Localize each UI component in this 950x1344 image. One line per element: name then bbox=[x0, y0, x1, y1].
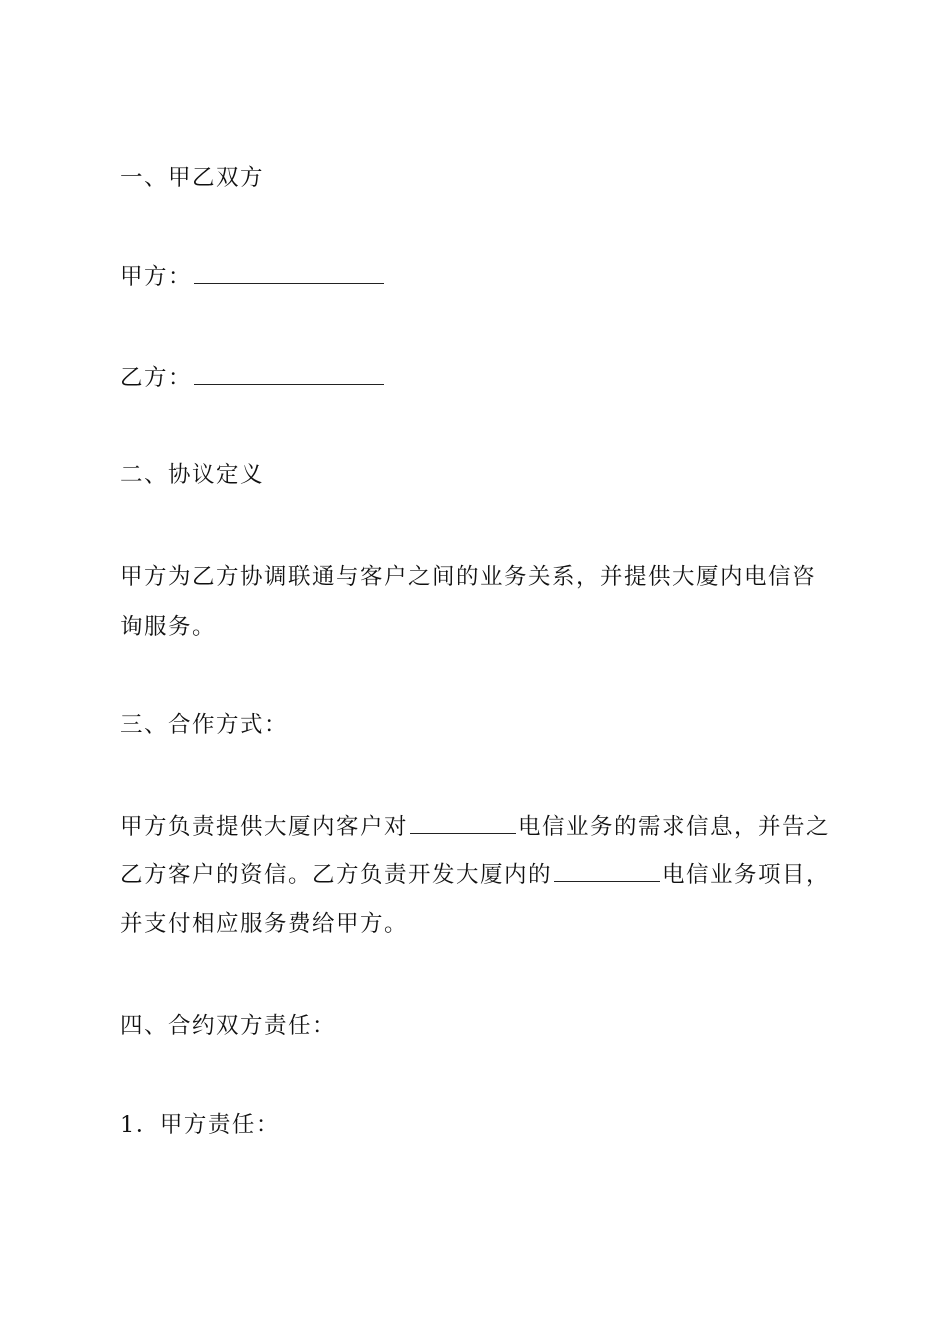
party-b-row bbox=[120, 364, 840, 392]
party-b-label: 乙方： bbox=[120, 365, 193, 391]
section-heading-cooperation: 三、合作方式： bbox=[120, 712, 289, 738]
section-heading-definition: 二、协议定义 bbox=[120, 462, 265, 488]
party-a-label: 甲方： bbox=[120, 264, 193, 290]
item-party-a-responsibility: 1．甲方责任： bbox=[120, 1112, 280, 1138]
section-heading-responsibilities: 四、合约双方责任： bbox=[120, 1013, 337, 1039]
cooperation-line-2-pre: 乙方客户的资信。乙方负责开发大厦内的 bbox=[120, 862, 553, 888]
definition-line-1: 甲方为乙方协调联通与客户之间的业务关系，并提供大厦内电信咨 bbox=[120, 564, 817, 590]
cooperation-line-1 bbox=[120, 813, 840, 841]
cooperation-line-2-post: 电信业务项目， bbox=[662, 862, 831, 888]
cooperation-line-1-pre: 甲方负责提供大厦内客户对 bbox=[120, 814, 409, 840]
service-blank-1[interactable] bbox=[410, 813, 516, 834]
party-a-blank[interactable] bbox=[194, 263, 384, 284]
party-a-row bbox=[120, 263, 840, 291]
section-heading-parties: 一、甲乙双方 bbox=[120, 165, 265, 191]
definition-line-2: 询服务。 bbox=[120, 614, 217, 640]
cooperation-line-1-post: 电信业务的需求信息，并告之 bbox=[518, 814, 831, 840]
cooperation-line-2 bbox=[120, 861, 840, 889]
party-b-blank[interactable] bbox=[194, 364, 384, 385]
service-blank-2[interactable] bbox=[554, 861, 660, 882]
cooperation-line-3: 并支付相应服务费给甲方。 bbox=[120, 911, 409, 937]
